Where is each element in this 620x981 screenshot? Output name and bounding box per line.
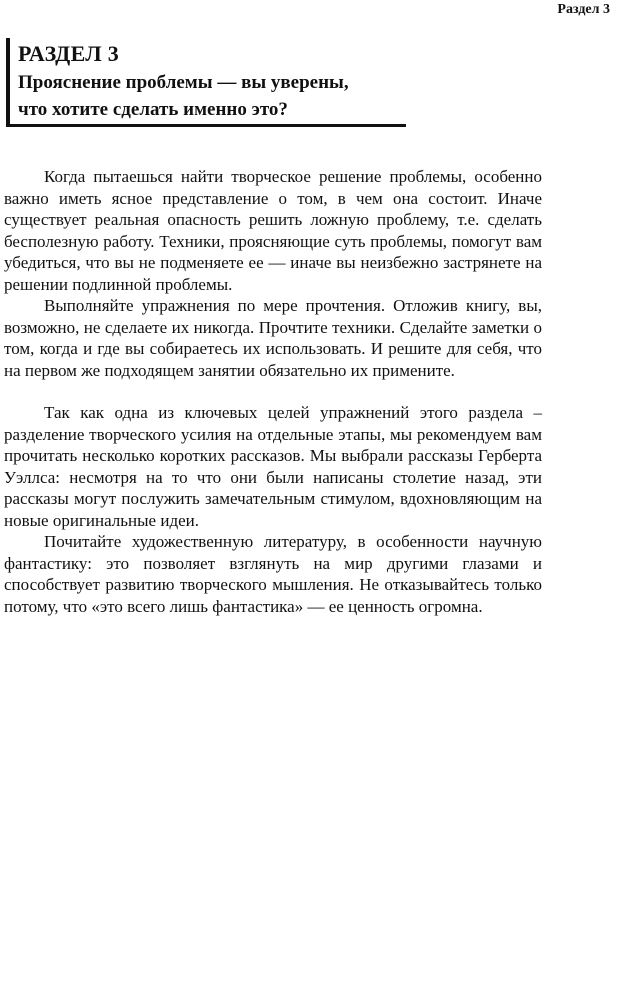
paragraph: Почитайте художественную литературу, в особенности научную фантастику: это позволяет взглянуть на мир другими глазами и способствует развитию творческого мышления. Не отказывайтесь только потому, что «это всего лишь фантастика» — ее ценность огромна. — [4, 532, 542, 616]
paragraph: Так как одна из ключевых целей упражнений этого раздела – разделение творческого усилия на отдельные этапы, мы рекомендуем вам прочитать несколько коротких рассказов. Мы выбрали рассказы Герберта Уэллса: несмотря на то что они были написаны столетие назад, эти рассказы могут послужить замечательным стимулом, вдохновляющим на новые оригинальные идеи. — [4, 403, 542, 530]
section-label: РАЗДЕЛ 3 — [18, 41, 120, 66]
section-title-line-2: что хотите сделать именно это? — [18, 99, 288, 120]
paragraph: Выполняйте упражнения по мере прочтения. Отложив книгу, вы, возможно, не сделаете их никогда. Прочтите техники. Сделайте заметки о том, когда и где вы собираетесь их использовать. И решите для себя, что на первом же подходящем занятии обязательно их примените. — [4, 296, 542, 380]
body-text — [4, 166, 542, 617]
running-header: Раздел 3 — [557, 2, 610, 17]
paragraph: Когда пытаешься найти творческое решение проблемы, особенно важно иметь ясное представление о том, в чем она состоит. Иначе существует реальная опасность решить ложную проблему, т.е. сделать бесполезную работу. Техники, проясняющие суть проблемы, помогут вам убедиться, что вы не подменяете ее — иначе вы неизбежно застрянете на решении подлинной проблемы. — [4, 167, 542, 294]
section-title-line-1: Прояснение проблемы — вы уверены, — [18, 72, 349, 93]
section-heading — [6, 38, 406, 127]
